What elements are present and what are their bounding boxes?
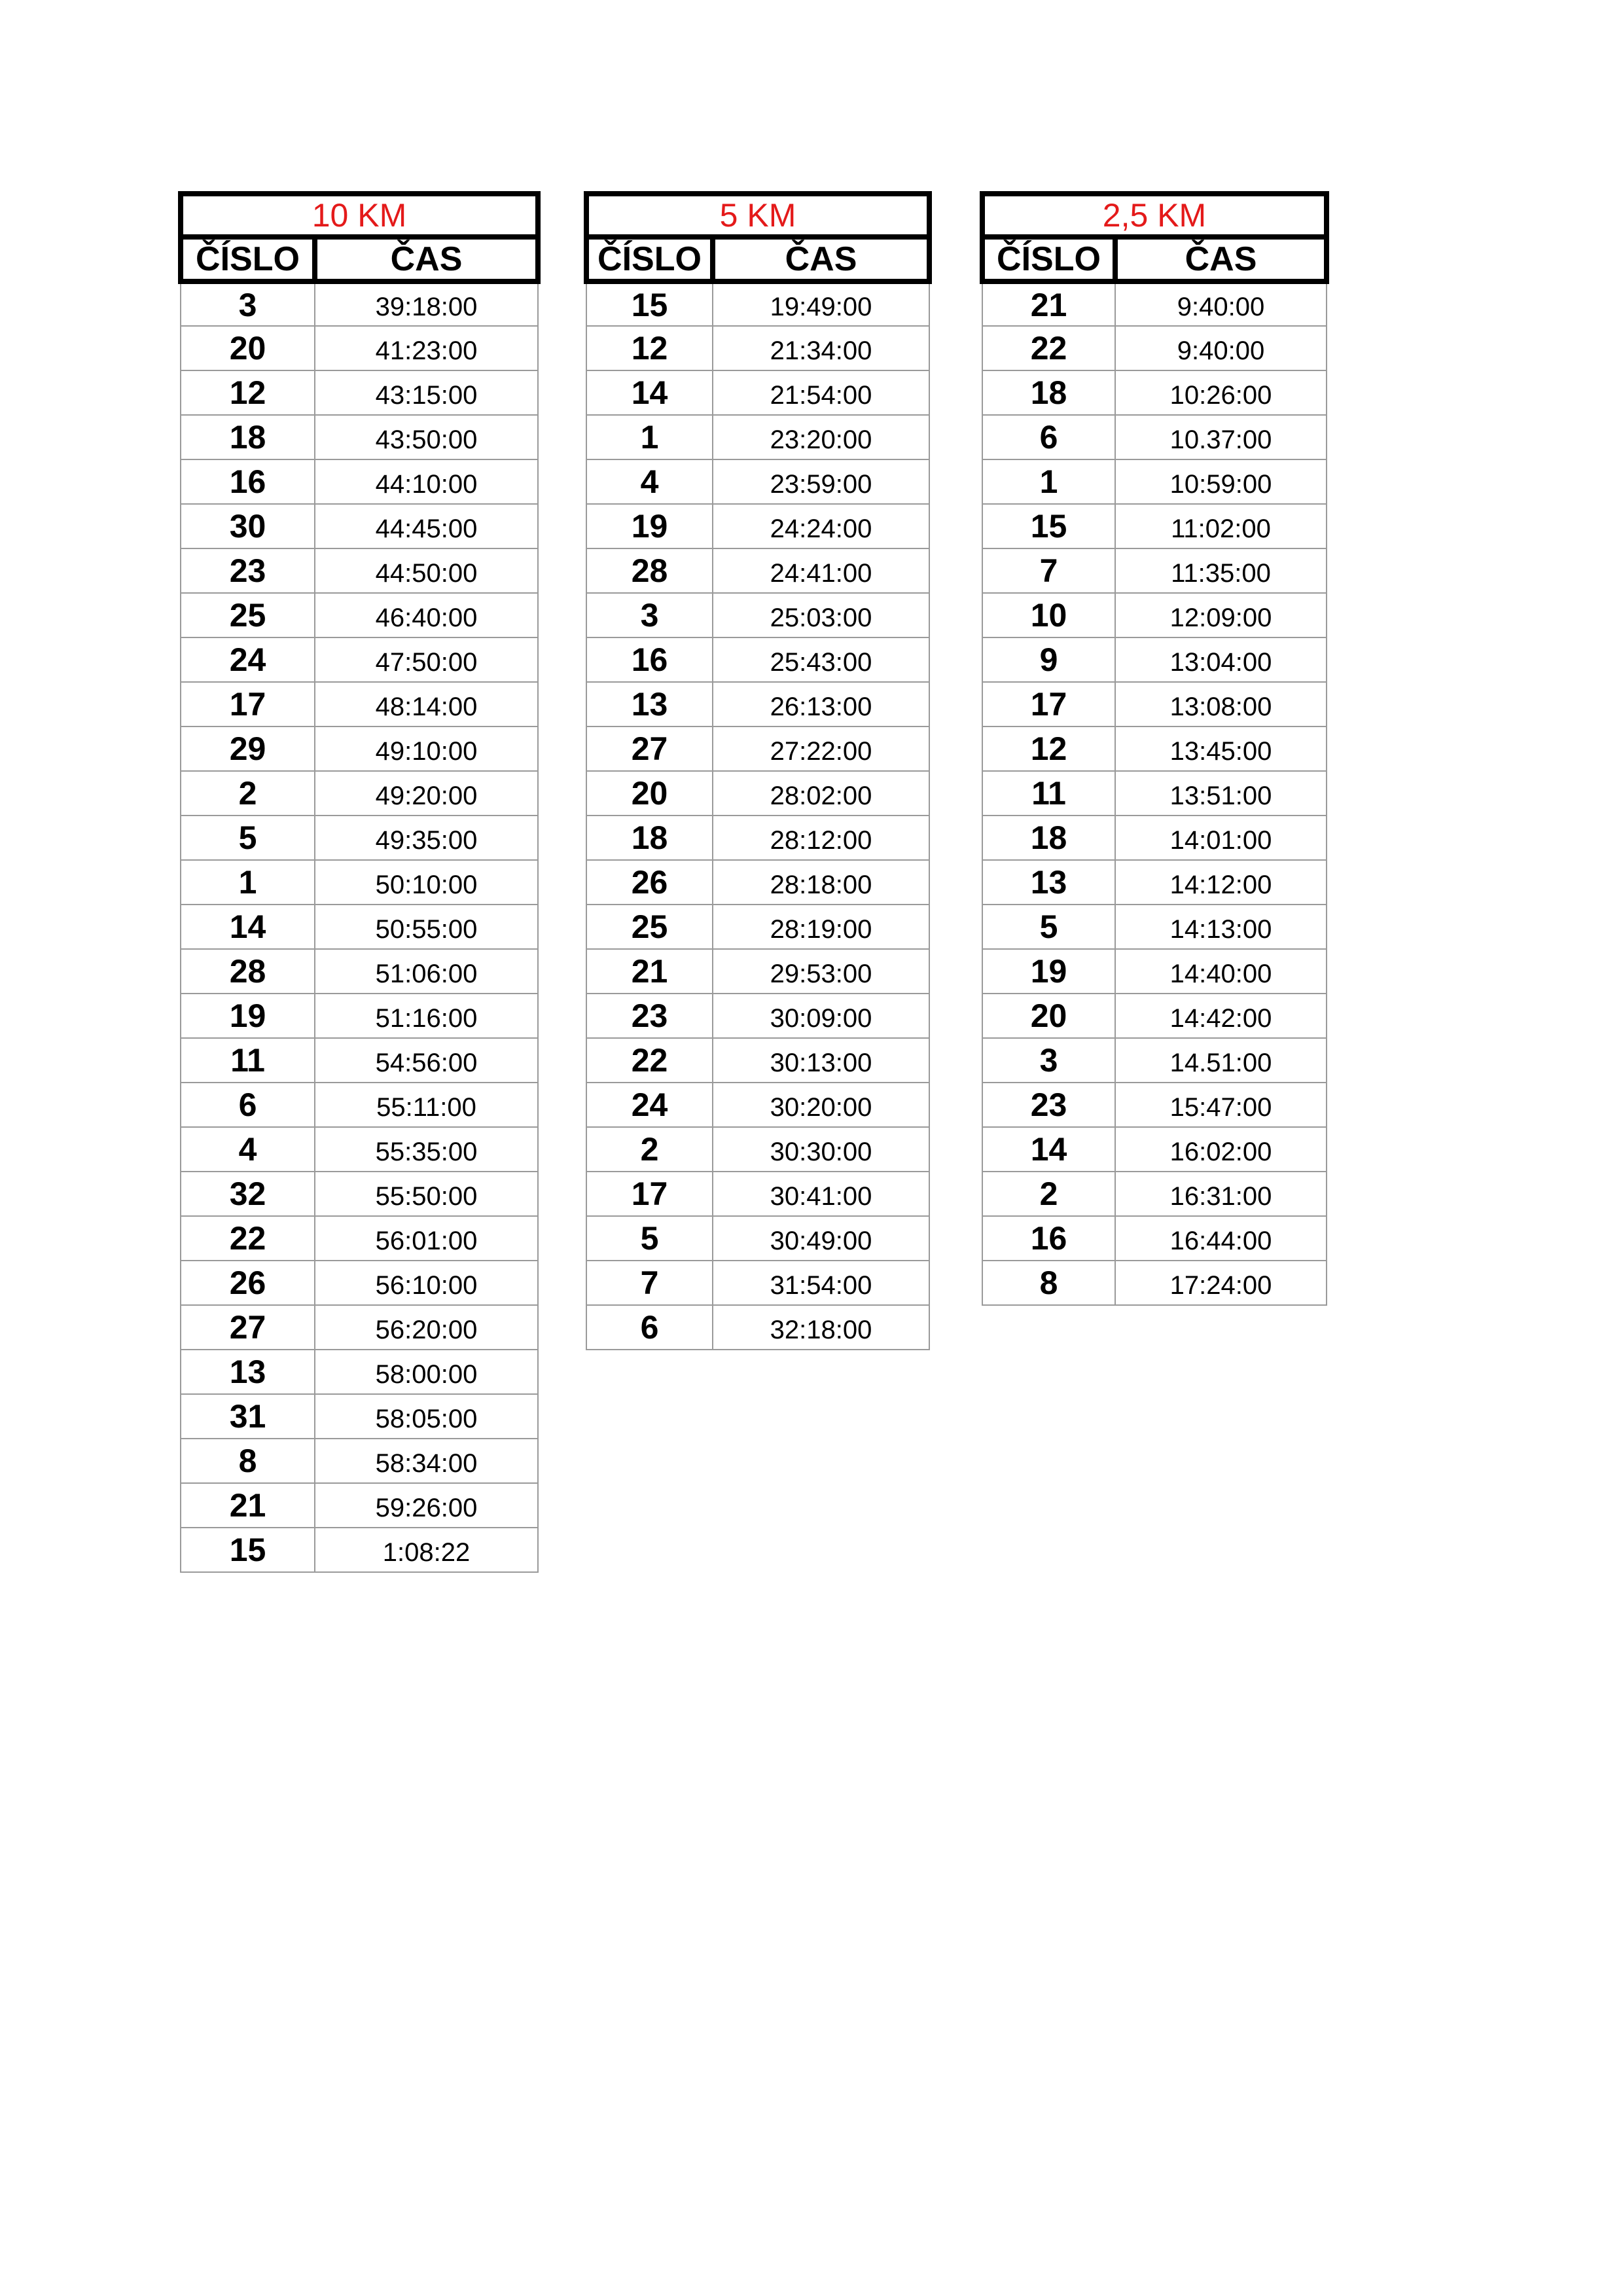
finish-time-cell: 17:24:00: [1115, 1261, 1327, 1305]
table-row: [586, 949, 929, 994]
column-header-time: ČAS: [315, 237, 538, 281]
bib-number-cell: 6: [181, 1083, 315, 1127]
bib-number-cell: 14: [586, 370, 713, 415]
finish-time-cell: 24:41:00: [713, 548, 929, 593]
finish-time-cell: 14:42:00: [1115, 994, 1327, 1038]
table-row: [586, 548, 929, 593]
bib-number-cell: 14: [181, 905, 315, 949]
bib-number-cell: 11: [982, 771, 1115, 816]
table-body: [982, 281, 1327, 1305]
finish-time-cell: 10:59:00: [1115, 459, 1327, 504]
table-body: [586, 281, 929, 1350]
bib-number-cell: 8: [181, 1439, 315, 1483]
bib-number-cell: 26: [181, 1261, 315, 1305]
table-row: [586, 637, 929, 682]
bib-number-cell: 1: [181, 860, 315, 905]
bib-number-cell: 14: [982, 1127, 1115, 1172]
bib-number-cell: 5: [181, 816, 315, 860]
bib-number-cell: 18: [181, 415, 315, 459]
table-row: [982, 326, 1327, 370]
table-row: [982, 994, 1327, 1038]
table-row: [181, 1394, 538, 1439]
finish-time-cell: 59:26:00: [315, 1483, 538, 1528]
finish-time-cell: 21:34:00: [713, 326, 929, 370]
table-row: [982, 860, 1327, 905]
bib-number-cell: 10: [982, 593, 1115, 637]
table-row: [586, 459, 929, 504]
results-table-10km: [178, 191, 541, 1573]
results-table-5km: [584, 191, 932, 1350]
bib-number-cell: 3: [982, 1038, 1115, 1083]
finish-time-cell: 21:54:00: [713, 370, 929, 415]
finish-time-cell: 13:51:00: [1115, 771, 1327, 816]
finish-time-cell: 16:02:00: [1115, 1127, 1327, 1172]
table-row: [982, 726, 1327, 771]
bib-number-cell: 13: [982, 860, 1115, 905]
table-row: [982, 682, 1327, 726]
finish-time-cell: 10:26:00: [1115, 370, 1327, 415]
finish-time-cell: 43:50:00: [315, 415, 538, 459]
table-row: [586, 905, 929, 949]
bib-number-cell: 12: [181, 370, 315, 415]
table-row: [982, 637, 1327, 682]
finish-time-cell: 16:44:00: [1115, 1216, 1327, 1261]
finish-time-cell: 14:13:00: [1115, 905, 1327, 949]
table-body: [181, 281, 538, 1572]
table-row: [586, 326, 929, 370]
bib-number-cell: 2: [982, 1172, 1115, 1216]
finish-time-cell: 13:08:00: [1115, 682, 1327, 726]
table-row: [181, 459, 538, 504]
bib-number-cell: 27: [586, 726, 713, 771]
table-row: [181, 1216, 538, 1261]
table-row: [181, 682, 538, 726]
table-row: [586, 504, 929, 548]
bib-number-cell: 20: [181, 326, 315, 370]
table-row: [982, 949, 1327, 994]
results-table-2-5km: [980, 191, 1329, 1306]
bib-number-cell: 1: [982, 459, 1115, 504]
bib-number-cell: 16: [982, 1216, 1115, 1261]
finish-time-cell: 10.37:00: [1115, 415, 1327, 459]
finish-time-cell: 49:20:00: [315, 771, 538, 816]
finish-time-cell: 26:13:00: [713, 682, 929, 726]
finish-time-cell: 15:47:00: [1115, 1083, 1327, 1127]
table-row: [982, 548, 1327, 593]
table-row: [181, 949, 538, 994]
table-row: [982, 1172, 1327, 1216]
finish-time-cell: 44:50:00: [315, 548, 538, 593]
bib-number-cell: 18: [982, 816, 1115, 860]
bib-number-cell: 13: [181, 1350, 315, 1394]
table-row: [181, 1172, 538, 1216]
table-row: [586, 1216, 929, 1261]
finish-time-cell: 30:49:00: [713, 1216, 929, 1261]
table-row: [982, 1216, 1327, 1261]
bib-number-cell: 5: [982, 905, 1115, 949]
finish-time-cell: 46:40:00: [315, 593, 538, 637]
finish-time-cell: 50:55:00: [315, 905, 538, 949]
finish-time-cell: 32:18:00: [713, 1305, 929, 1350]
finish-time-cell: 30:41:00: [713, 1172, 929, 1216]
table-row: [982, 771, 1327, 816]
table-row: [181, 1127, 538, 1172]
table-row: [586, 726, 929, 771]
bib-number-cell: 31: [181, 1394, 315, 1439]
table-title: 10 KM: [181, 194, 538, 237]
finish-time-cell: 30:13:00: [713, 1038, 929, 1083]
bib-number-cell: 26: [586, 860, 713, 905]
bib-number-cell: 15: [586, 281, 713, 326]
table-row: [586, 860, 929, 905]
finish-time-cell: 19:49:00: [713, 281, 929, 326]
finish-time-cell: 1:08:22: [315, 1528, 538, 1572]
bib-number-cell: 21: [586, 949, 713, 994]
finish-time-cell: 24:24:00: [713, 504, 929, 548]
finish-time-cell: 54:56:00: [315, 1038, 538, 1083]
finish-time-cell: 27:22:00: [713, 726, 929, 771]
table-row: [982, 1261, 1327, 1305]
finish-time-cell: 43:15:00: [315, 370, 538, 415]
bib-number-cell: 23: [982, 1083, 1115, 1127]
finish-time-cell: 23:59:00: [713, 459, 929, 504]
bib-number-cell: 4: [181, 1127, 315, 1172]
finish-time-cell: 14:01:00: [1115, 816, 1327, 860]
finish-time-cell: 23:20:00: [713, 415, 929, 459]
table-row: [586, 1305, 929, 1350]
bib-number-cell: 5: [586, 1216, 713, 1261]
bib-number-cell: 6: [982, 415, 1115, 459]
table-row: [586, 771, 929, 816]
table-row: [982, 459, 1327, 504]
bib-number-cell: 3: [586, 593, 713, 637]
finish-time-cell: 39:18:00: [315, 281, 538, 326]
table-row: [982, 816, 1327, 860]
bib-number-cell: 22: [586, 1038, 713, 1083]
table-row: [181, 1439, 538, 1483]
bib-number-cell: 19: [181, 994, 315, 1038]
finish-time-cell: 12:09:00: [1115, 593, 1327, 637]
finish-time-cell: 13:45:00: [1115, 726, 1327, 771]
table-row: [181, 326, 538, 370]
bib-number-cell: 18: [982, 370, 1115, 415]
bib-number-cell: 16: [181, 459, 315, 504]
finish-time-cell: 16:31:00: [1115, 1172, 1327, 1216]
table-row: [181, 726, 538, 771]
table-row: [982, 905, 1327, 949]
finish-time-cell: 49:10:00: [315, 726, 538, 771]
finish-time-cell: 25:43:00: [713, 637, 929, 682]
bib-number-cell: 19: [586, 504, 713, 548]
column-header-number: ČÍSLO: [181, 237, 315, 281]
finish-time-cell: 56:01:00: [315, 1216, 538, 1261]
bib-number-cell: 30: [181, 504, 315, 548]
bib-number-cell: 32: [181, 1172, 315, 1216]
finish-time-cell: 29:53:00: [713, 949, 929, 994]
table-row: [982, 504, 1327, 548]
bib-number-cell: 7: [982, 548, 1115, 593]
bib-number-cell: 21: [181, 1483, 315, 1528]
bib-number-cell: 17: [586, 1172, 713, 1216]
finish-time-cell: 56:20:00: [315, 1305, 538, 1350]
bib-number-cell: 28: [181, 949, 315, 994]
bib-number-cell: 20: [982, 994, 1115, 1038]
table-row: [586, 281, 929, 326]
table-row: [181, 1305, 538, 1350]
finish-time-cell: 28:02:00: [713, 771, 929, 816]
table-row: [181, 994, 538, 1038]
finish-time-cell: 30:09:00: [713, 994, 929, 1038]
finish-time-cell: 56:10:00: [315, 1261, 538, 1305]
table-row: [586, 1261, 929, 1305]
finish-time-cell: 47:50:00: [315, 637, 538, 682]
table-row: [586, 1172, 929, 1216]
finish-time-cell: 55:35:00: [315, 1127, 538, 1172]
finish-time-cell: 49:35:00: [315, 816, 538, 860]
table-row: [181, 1483, 538, 1528]
bib-number-cell: 16: [586, 637, 713, 682]
table-row: [181, 860, 538, 905]
finish-time-cell: 9:40:00: [1115, 281, 1327, 326]
table-row: [181, 637, 538, 682]
finish-time-cell: 30:30:00: [713, 1127, 929, 1172]
table-row: [586, 1127, 929, 1172]
finish-time-cell: 31:54:00: [713, 1261, 929, 1305]
column-header-time: ČAS: [713, 237, 929, 281]
bib-number-cell: 11: [181, 1038, 315, 1083]
finish-time-cell: 25:03:00: [713, 593, 929, 637]
bib-number-cell: 23: [181, 548, 315, 593]
finish-time-cell: 30:20:00: [713, 1083, 929, 1127]
bib-number-cell: 1: [586, 415, 713, 459]
bib-number-cell: 4: [586, 459, 713, 504]
bib-number-cell: 2: [181, 771, 315, 816]
finish-time-cell: 9:40:00: [1115, 326, 1327, 370]
bib-number-cell: 21: [982, 281, 1115, 326]
bib-number-cell: 29: [181, 726, 315, 771]
finish-time-cell: 44:10:00: [315, 459, 538, 504]
table-row: [181, 1261, 538, 1305]
bib-number-cell: 22: [982, 326, 1115, 370]
bib-number-cell: 22: [181, 1216, 315, 1261]
finish-time-cell: 14.51:00: [1115, 1038, 1327, 1083]
table-row: [181, 1350, 538, 1394]
bib-number-cell: 8: [982, 1261, 1115, 1305]
bib-number-cell: 7: [586, 1261, 713, 1305]
bib-number-cell: 2: [586, 1127, 713, 1172]
bib-number-cell: 24: [181, 637, 315, 682]
finish-time-cell: 44:45:00: [315, 504, 538, 548]
finish-time-cell: 55:50:00: [315, 1172, 538, 1216]
table-row: [586, 370, 929, 415]
finish-time-cell: 28:12:00: [713, 816, 929, 860]
finish-time-cell: 11:02:00: [1115, 504, 1327, 548]
column-header-number: ČÍSLO: [982, 237, 1115, 281]
bib-number-cell: 6: [586, 1305, 713, 1350]
bib-number-cell: 25: [586, 905, 713, 949]
column-header-time: ČAS: [1115, 237, 1327, 281]
finish-time-cell: 11:35:00: [1115, 548, 1327, 593]
table-title: 5 KM: [586, 194, 929, 237]
bib-number-cell: 13: [586, 682, 713, 726]
table-row: [982, 1127, 1327, 1172]
bib-number-cell: 3: [181, 281, 315, 326]
table-row: [982, 370, 1327, 415]
table-row: [181, 281, 538, 326]
table-row: [181, 771, 538, 816]
table-row: [181, 370, 538, 415]
table-row: [982, 281, 1327, 326]
table-row: [586, 1083, 929, 1127]
bib-number-cell: 15: [181, 1528, 315, 1572]
finish-time-cell: 14:12:00: [1115, 860, 1327, 905]
table-row: [181, 548, 538, 593]
bib-number-cell: 19: [982, 949, 1115, 994]
table-row: [586, 994, 929, 1038]
finish-time-cell: 50:10:00: [315, 860, 538, 905]
bib-number-cell: 12: [982, 726, 1115, 771]
finish-time-cell: 14:40:00: [1115, 949, 1327, 994]
table-title: 2,5 KM: [982, 194, 1327, 237]
bib-number-cell: 24: [586, 1083, 713, 1127]
finish-time-cell: 28:18:00: [713, 860, 929, 905]
table-row: [181, 816, 538, 860]
table-row: [982, 1083, 1327, 1127]
finish-time-cell: 41:23:00: [315, 326, 538, 370]
finish-time-cell: 51:16:00: [315, 994, 538, 1038]
table-row: [586, 1038, 929, 1083]
finish-time-cell: 48:14:00: [315, 682, 538, 726]
table-row: [181, 905, 538, 949]
bib-number-cell: 28: [586, 548, 713, 593]
finish-time-cell: 13:04:00: [1115, 637, 1327, 682]
finish-time-cell: 51:06:00: [315, 949, 538, 994]
finish-time-cell: 58:00:00: [315, 1350, 538, 1394]
table-row: [181, 504, 538, 548]
table-row: [586, 816, 929, 860]
bib-number-cell: 15: [982, 504, 1115, 548]
finish-time-cell: 58:05:00: [315, 1394, 538, 1439]
bib-number-cell: 9: [982, 637, 1115, 682]
finish-time-cell: 28:19:00: [713, 905, 929, 949]
finish-time-cell: 55:11:00: [315, 1083, 538, 1127]
table-row: [586, 593, 929, 637]
bib-number-cell: 12: [586, 326, 713, 370]
bib-number-cell: 18: [586, 816, 713, 860]
bib-number-cell: 23: [586, 994, 713, 1038]
bib-number-cell: 25: [181, 593, 315, 637]
table-row: [982, 1038, 1327, 1083]
bib-number-cell: 17: [982, 682, 1115, 726]
finish-time-cell: 58:34:00: [315, 1439, 538, 1483]
table-row: [181, 1528, 538, 1572]
table-row: [181, 593, 538, 637]
table-row: [982, 415, 1327, 459]
table-row: [586, 682, 929, 726]
bib-number-cell: 17: [181, 682, 315, 726]
table-row: [982, 593, 1327, 637]
bib-number-cell: 27: [181, 1305, 315, 1350]
table-row: [181, 415, 538, 459]
table-row: [181, 1083, 538, 1127]
bib-number-cell: 20: [586, 771, 713, 816]
column-header-number: ČÍSLO: [586, 237, 713, 281]
table-row: [181, 1038, 538, 1083]
table-row: [586, 415, 929, 459]
